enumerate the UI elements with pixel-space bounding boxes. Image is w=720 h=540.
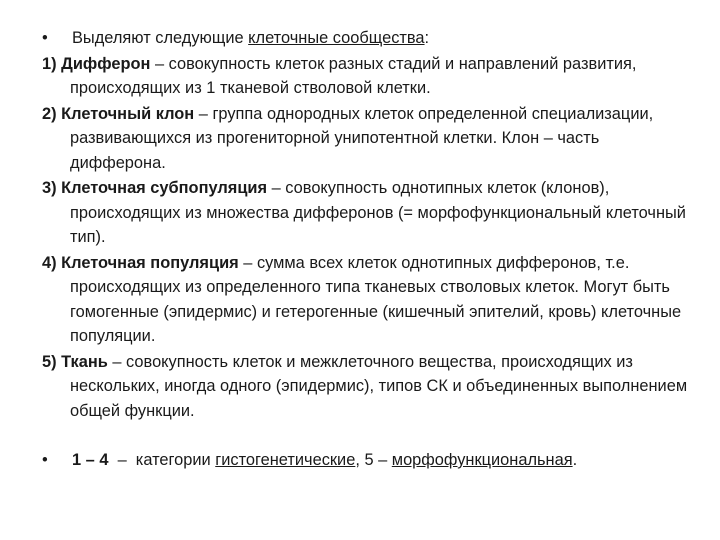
item-term: Клеточная субпопуляция (61, 179, 268, 197)
list-item-3 (42, 176, 692, 250)
item-number: 1) (42, 54, 57, 73)
summary-line (42, 448, 692, 473)
item-number: 4) (42, 253, 57, 272)
item-term: Ткань (61, 352, 108, 371)
item-term: Дифферон (61, 54, 151, 73)
summary-term-morphofunctional: морфофункциональная (391, 451, 573, 469)
item-number: 3) (42, 179, 57, 197)
item-term: Клеточный клон (61, 104, 195, 123)
bullet-icon: • (42, 451, 48, 469)
summary-text: 1 – 4 – категории гистогенетические, 5 – морфофункциональная. (72, 451, 578, 469)
intro-text: Выделяют следующие клеточные сообщества: (72, 29, 430, 47)
intro-line (42, 26, 692, 51)
item-definition: – совокупность клеток разных стадий и направлений развития, происходящих из 1 тканевой стволовой клетки. (70, 54, 637, 97)
summary-term-histogenetic: гистогенетические (215, 451, 356, 469)
item-definition: – совокупность клеток и межклеточного вещества, происходящих из нескольких, иногда одного (эпидермис), типов СК и объединенных выполнением общей функции. (70, 352, 688, 420)
list-item-1 (42, 52, 692, 101)
item-number: 5) (42, 352, 57, 371)
list-item-4 (42, 251, 692, 349)
list-item-2 (42, 102, 692, 176)
item-term: Клеточная популяция (61, 253, 239, 272)
item-definition: – совокупность однотипных клеток (клонов), происходящих из множества дифферонов (= морфофункциональный клеточный тип). (70, 179, 686, 246)
item-definition: – сумма всех клеток однотипных дифферонов, т.е. происходящих из определенного типа тканевых стволовых клеток. Могут быть гомогенные (эпидермис) и гетерогенные (кишечный эпителий, кровь) клеточные популяции. (70, 253, 682, 345)
item-definition: – группа однородных клеток определенной специализации, развивающихся из прогениторной унипотентной клетки. Клон – часть дифферона. (70, 104, 654, 172)
slide-content (42, 26, 692, 473)
item-number: 2) (42, 104, 57, 123)
summary-range: 1 – 4 (72, 451, 109, 469)
intro-underlined-term: клеточные сообщества (248, 29, 425, 47)
list-item-5 (42, 350, 692, 424)
bullet-icon: • (42, 29, 48, 47)
spacer (42, 423, 692, 448)
